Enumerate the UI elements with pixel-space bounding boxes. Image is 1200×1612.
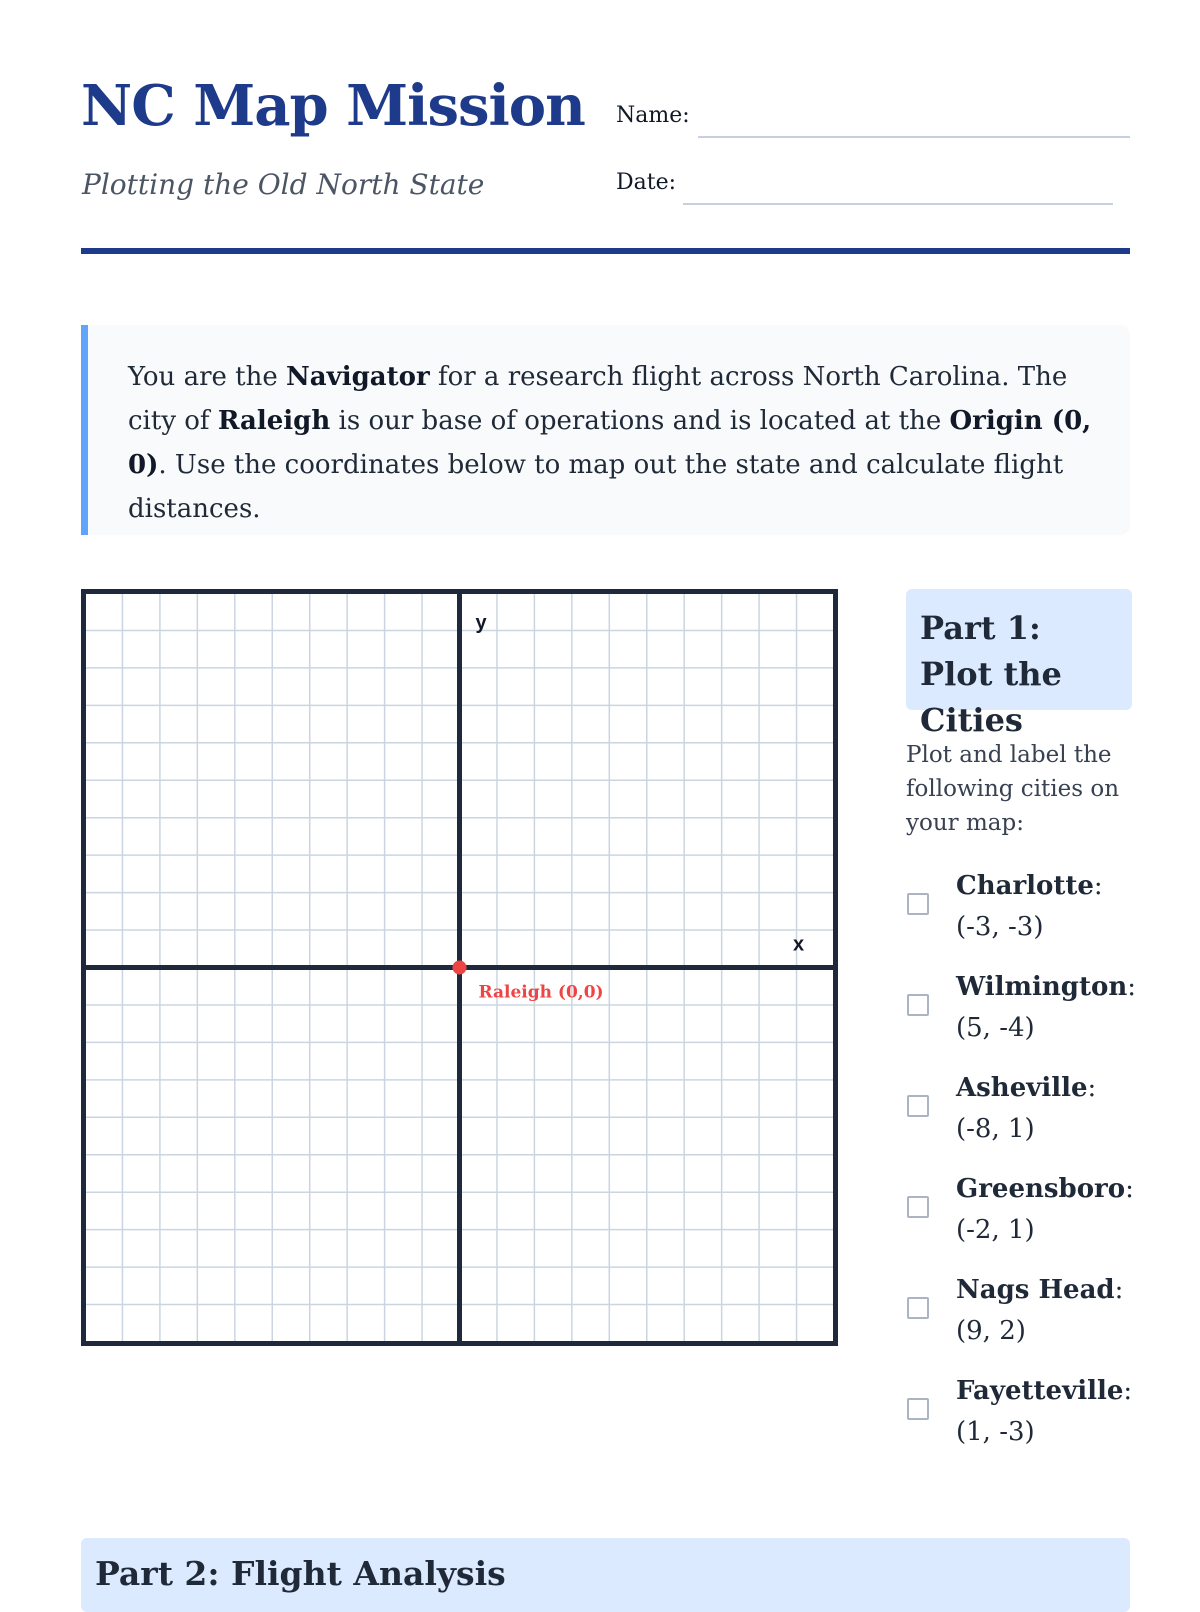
city-item-fayetteville xyxy=(906,1371,1132,1472)
name-label: Name: xyxy=(616,103,690,128)
city-coords: : (1, -3) xyxy=(956,1376,1133,1447)
city-checkbox[interactable] xyxy=(907,1095,929,1117)
city-coords: : (9, 2) xyxy=(956,1275,1124,1346)
intro-bold-origin: Origin (0, 0) xyxy=(128,406,1092,480)
city-name: Nags Head xyxy=(956,1275,1115,1305)
city-item-asheville xyxy=(906,1068,1132,1169)
worksheet-header xyxy=(81,73,1130,256)
city-item-greensboro xyxy=(906,1169,1132,1270)
city-checkbox[interactable] xyxy=(907,1398,929,1420)
intro-text-part: is our base of operations and is located at the xyxy=(330,406,950,436)
date-field[interactable] xyxy=(683,203,1113,205)
intro-bold-raleigh: Raleigh xyxy=(217,406,331,436)
page-title: NC Map Mission xyxy=(81,73,585,139)
city-name: Charlotte xyxy=(956,871,1094,901)
part1-title: Part 1: Plot the Cities xyxy=(920,609,1062,739)
coordinate-plane[interactable] xyxy=(81,589,838,1346)
city-item-nags-head xyxy=(906,1270,1132,1371)
intro-text-part: You are the xyxy=(128,362,286,392)
city-text xyxy=(956,866,1136,948)
city-text xyxy=(956,1169,1136,1251)
header-divider xyxy=(81,248,1130,254)
intro-bold-navigator: Navigator xyxy=(286,362,430,392)
city-text xyxy=(956,1270,1136,1352)
city-text xyxy=(956,1371,1136,1453)
city-item-charlotte xyxy=(906,866,1132,967)
intro-box xyxy=(81,325,1130,535)
part1-header xyxy=(906,589,1132,739)
city-text xyxy=(956,1068,1136,1150)
part2-header xyxy=(81,1538,1130,1612)
city-item-wilmington xyxy=(906,967,1136,1068)
part2-title: Part 2: Flight Analysis xyxy=(95,1554,506,1593)
coordinate-grid[interactable] xyxy=(81,589,838,1346)
raleigh-origin-label: Raleigh (0,0) xyxy=(478,982,604,1003)
city-checkbox[interactable] xyxy=(907,1297,929,1319)
city-name: Wilmington xyxy=(956,972,1128,1002)
city-checkbox[interactable] xyxy=(907,1196,929,1218)
intro-text-part: for a research flight across North Carolina. The city of xyxy=(128,362,1068,436)
city-checklist xyxy=(906,866,1136,1472)
intro-text-part: . Use the coordinates below to map out the state and calculate flight distances. xyxy=(128,450,1064,524)
name-field[interactable] xyxy=(698,136,1130,138)
date-label: Date: xyxy=(616,170,677,195)
city-name: Asheville xyxy=(956,1073,1088,1103)
page-subtitle: Plotting the Old North State xyxy=(82,168,485,201)
x-axis-label: x xyxy=(793,933,805,956)
intro-text xyxy=(128,355,1113,531)
part1-panel xyxy=(906,589,1136,1472)
city-name: Greensboro xyxy=(956,1174,1126,1204)
raleigh-origin-point xyxy=(453,961,467,975)
city-text xyxy=(956,967,1136,1049)
city-checkbox[interactable] xyxy=(907,893,929,915)
city-coords: : (-3, -3) xyxy=(956,871,1103,942)
city-coords: : (-8, 1) xyxy=(956,1073,1097,1144)
city-checkbox[interactable] xyxy=(907,994,929,1016)
city-name: Fayetteville xyxy=(956,1376,1124,1406)
y-axis-label: y xyxy=(475,612,487,634)
city-coords: : (-2, 1) xyxy=(956,1174,1134,1245)
part1-instructions: Plot and label the following cities on your map: xyxy=(906,742,1120,836)
city-coords: : (5, -4) xyxy=(956,972,1136,1043)
